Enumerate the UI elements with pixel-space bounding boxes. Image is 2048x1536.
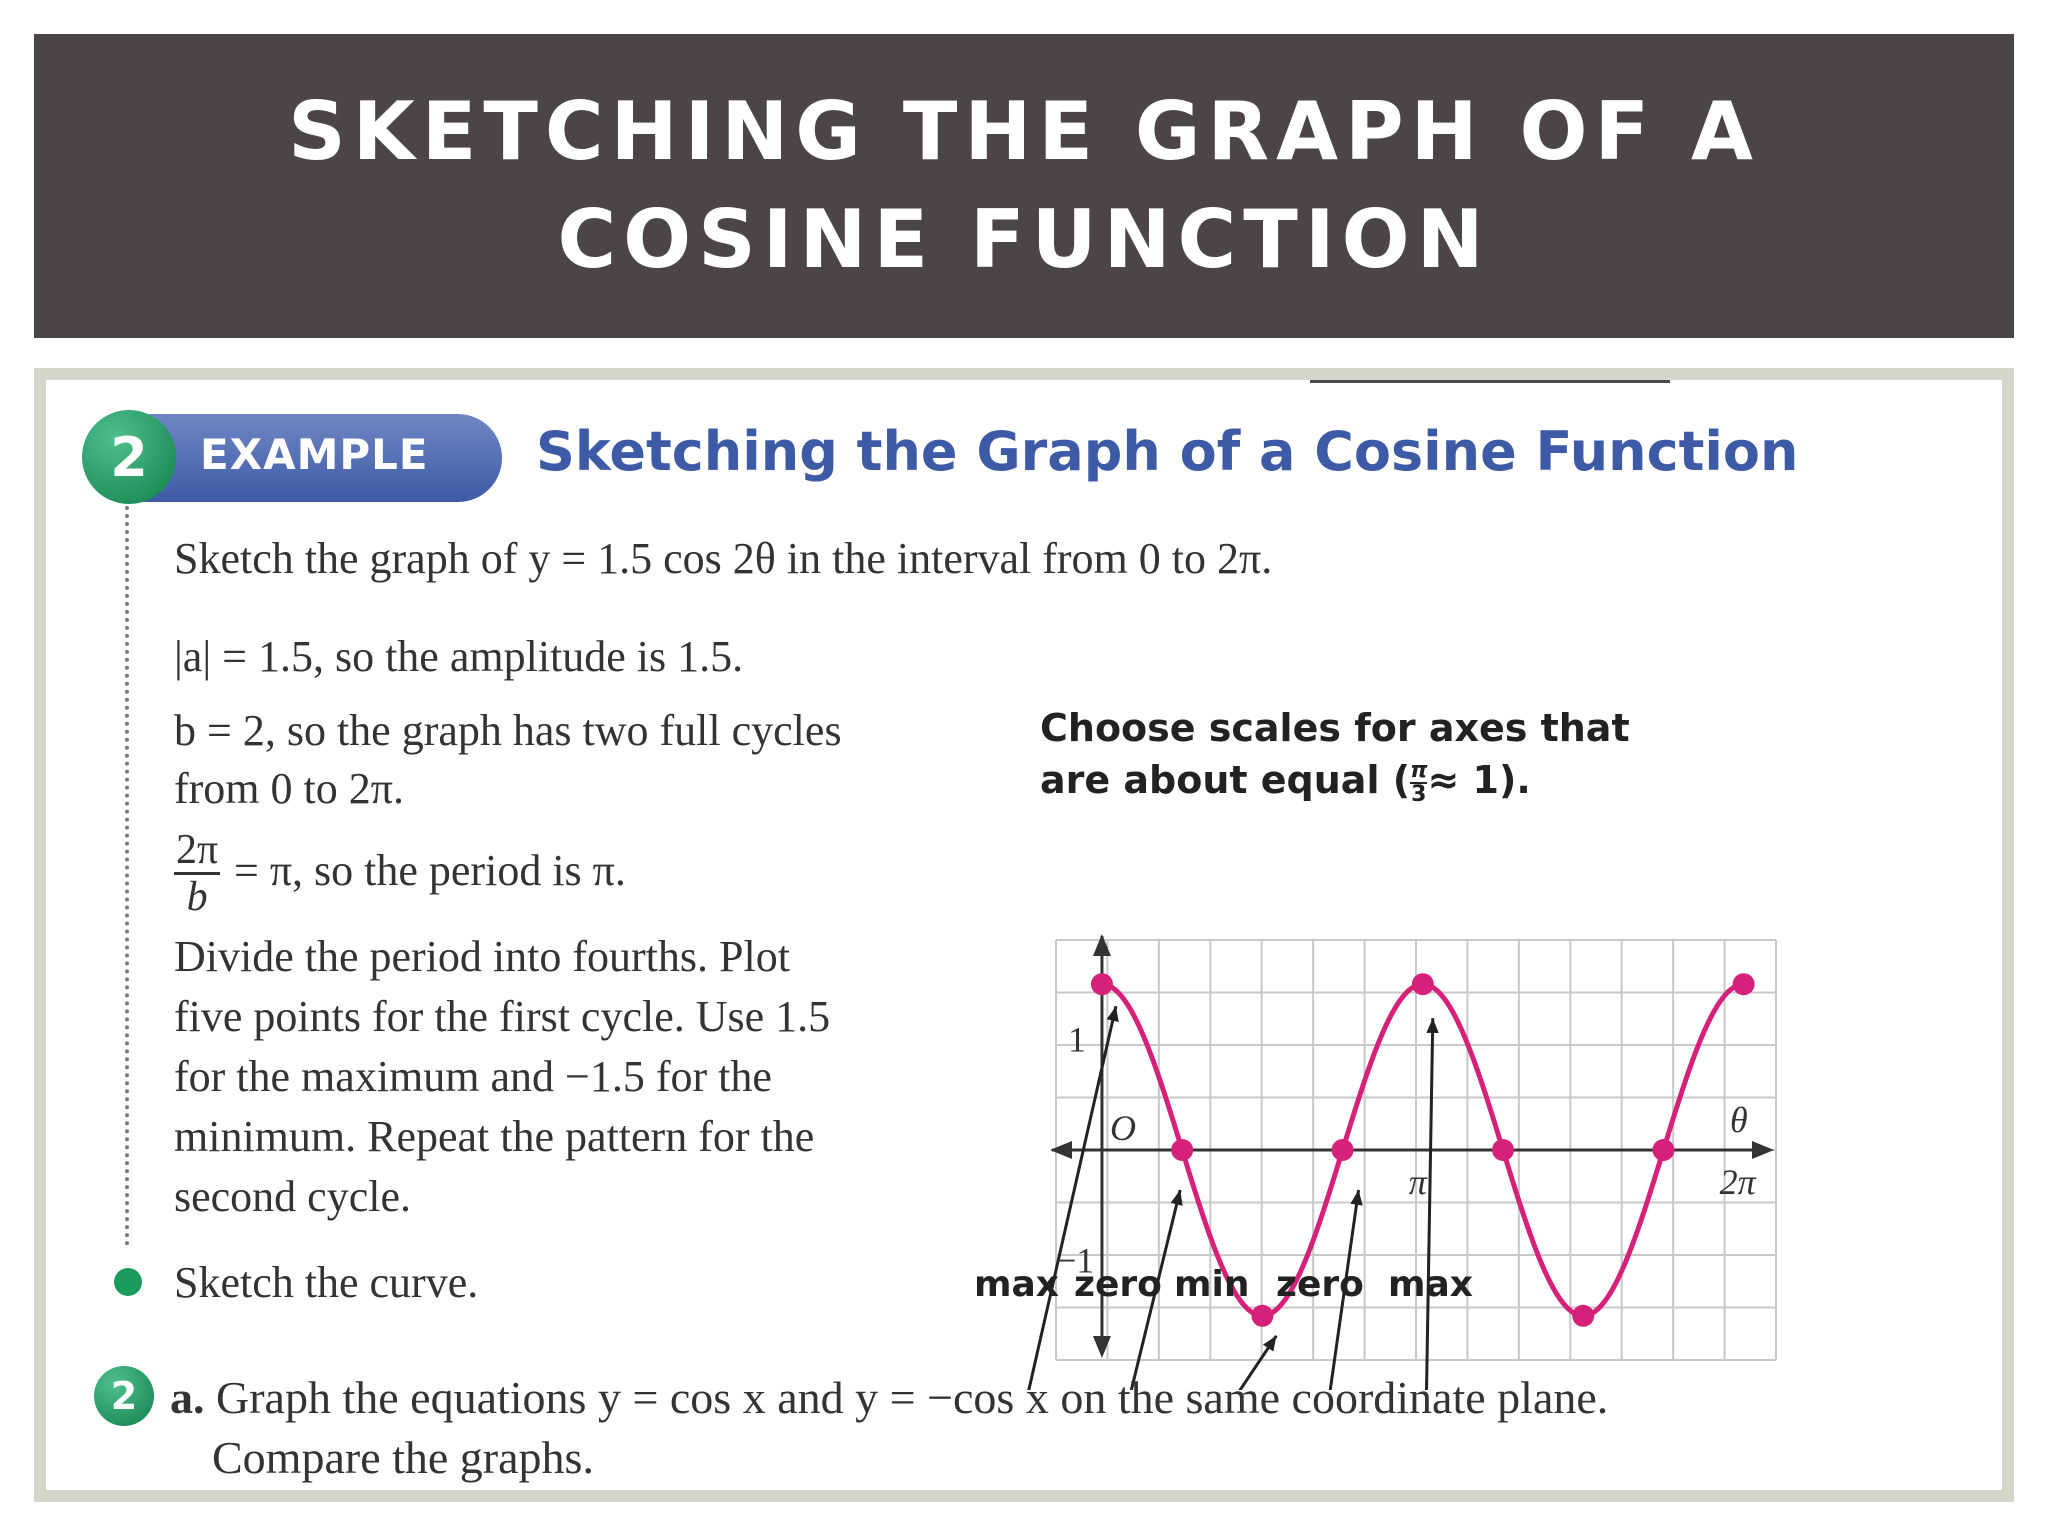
divide-text-3: for the maximum and −1.5 for the: [174, 1052, 772, 1101]
exercise-line-1: [170, 1368, 1608, 1428]
period-text: = π, so the period is π.: [234, 846, 626, 895]
annotation-arrowhead: [1263, 1336, 1276, 1352]
exercise-number: 2: [94, 1366, 154, 1426]
exercise-part: a.: [170, 1372, 205, 1423]
exercise-text: [170, 1368, 1608, 1488]
exercise-line-1-text: Graph the equations y = cos x and y = −cos x on the same coordinate plane.: [216, 1372, 1609, 1423]
graph-pointers: [1022, 1006, 1439, 1390]
title-bar: [34, 34, 2014, 338]
y-tick-label: −1: [1055, 1240, 1095, 1281]
scale-note-frac-den: 3: [1411, 781, 1427, 807]
x-axis-arrow-right: [1752, 1141, 1774, 1159]
scale-note-suffix: ≈ 1).: [1427, 758, 1531, 802]
x-axis-arrow-left: [1050, 1141, 1072, 1159]
data-point: [1412, 973, 1434, 995]
x-tick-label: π: [1408, 1162, 1427, 1202]
cycles-text-2: from 0 to 2π.: [174, 764, 404, 813]
intro-text: Sketch the graph of y = 1.5 cos 2θ in the interval from 0 to 2π.: [174, 534, 1273, 583]
annotation-min: min: [1174, 1264, 1250, 1305]
example-title: Sketching the Graph of a Cosine Function: [536, 420, 1799, 483]
example-panel: [34, 368, 2014, 1502]
divide-text-2: five points for the first cycle. Use 1.5: [174, 992, 831, 1041]
step-dotted-line: [125, 506, 129, 1246]
scale-note: [1040, 702, 1630, 806]
annotation-pointer: [1426, 1018, 1433, 1390]
scale-note-frac-num: π: [1410, 757, 1428, 783]
y-tick-label: 1: [1067, 1019, 1086, 1060]
period-fraction: [174, 828, 220, 919]
example-badge: [82, 410, 502, 504]
divide-text-5: second cycle.: [174, 1172, 411, 1221]
data-point: [1572, 1305, 1594, 1327]
data-point: [1652, 1139, 1674, 1161]
annotation-arrowhead: [1350, 1190, 1362, 1205]
annotation-zero-1: zero: [1074, 1264, 1162, 1305]
annotation-zero-2: zero: [1276, 1264, 1364, 1305]
origin-label: O: [1109, 1108, 1136, 1148]
data-point: [1091, 973, 1113, 995]
x-tick-label: 2π: [1719, 1162, 1756, 1202]
data-point: [1492, 1139, 1514, 1161]
cycles-text-1: b = 2, so the graph has two full cycles: [174, 706, 842, 755]
exercise-line-2: Compare the graphs.: [212, 1432, 594, 1483]
annotation-max-1: max: [974, 1264, 1060, 1305]
scale-note-fraction: [1410, 757, 1428, 807]
x-axis-label: θ: [1730, 1100, 1748, 1140]
slide-title: SKETCHING THE GRAPH OF A COSINE FUNCTION: [288, 85, 1760, 286]
step-bullet: [114, 1268, 142, 1296]
annotation-arrowhead: [1426, 1018, 1438, 1033]
data-point: [1251, 1305, 1273, 1327]
example-label: EXAMPLE: [200, 430, 429, 479]
data-point: [1733, 973, 1755, 995]
divide-text-4: minimum. Repeat the pattern for the: [174, 1112, 815, 1161]
sketch-text: Sketch the curve.: [174, 1258, 479, 1307]
period-fraction-den: b: [186, 874, 208, 920]
scale-note-line-2: [1040, 754, 1630, 806]
scale-note-prefix: are about equal (: [1040, 758, 1411, 802]
period-fraction-num: 2π: [176, 827, 219, 873]
example-number: 2: [82, 410, 176, 504]
scale-note-line-1: Choose scales for axes that: [1040, 706, 1630, 750]
data-point: [1171, 1139, 1193, 1161]
data-point: [1332, 1139, 1354, 1161]
divide-text-1: Divide the period into fourths. Plot: [174, 932, 790, 981]
amplitude-text: |a| = 1.5, so the amplitude is 1.5.: [174, 632, 744, 681]
panel-top-rule: [1310, 380, 1670, 383]
annotation-max-2: max: [1388, 1264, 1474, 1305]
